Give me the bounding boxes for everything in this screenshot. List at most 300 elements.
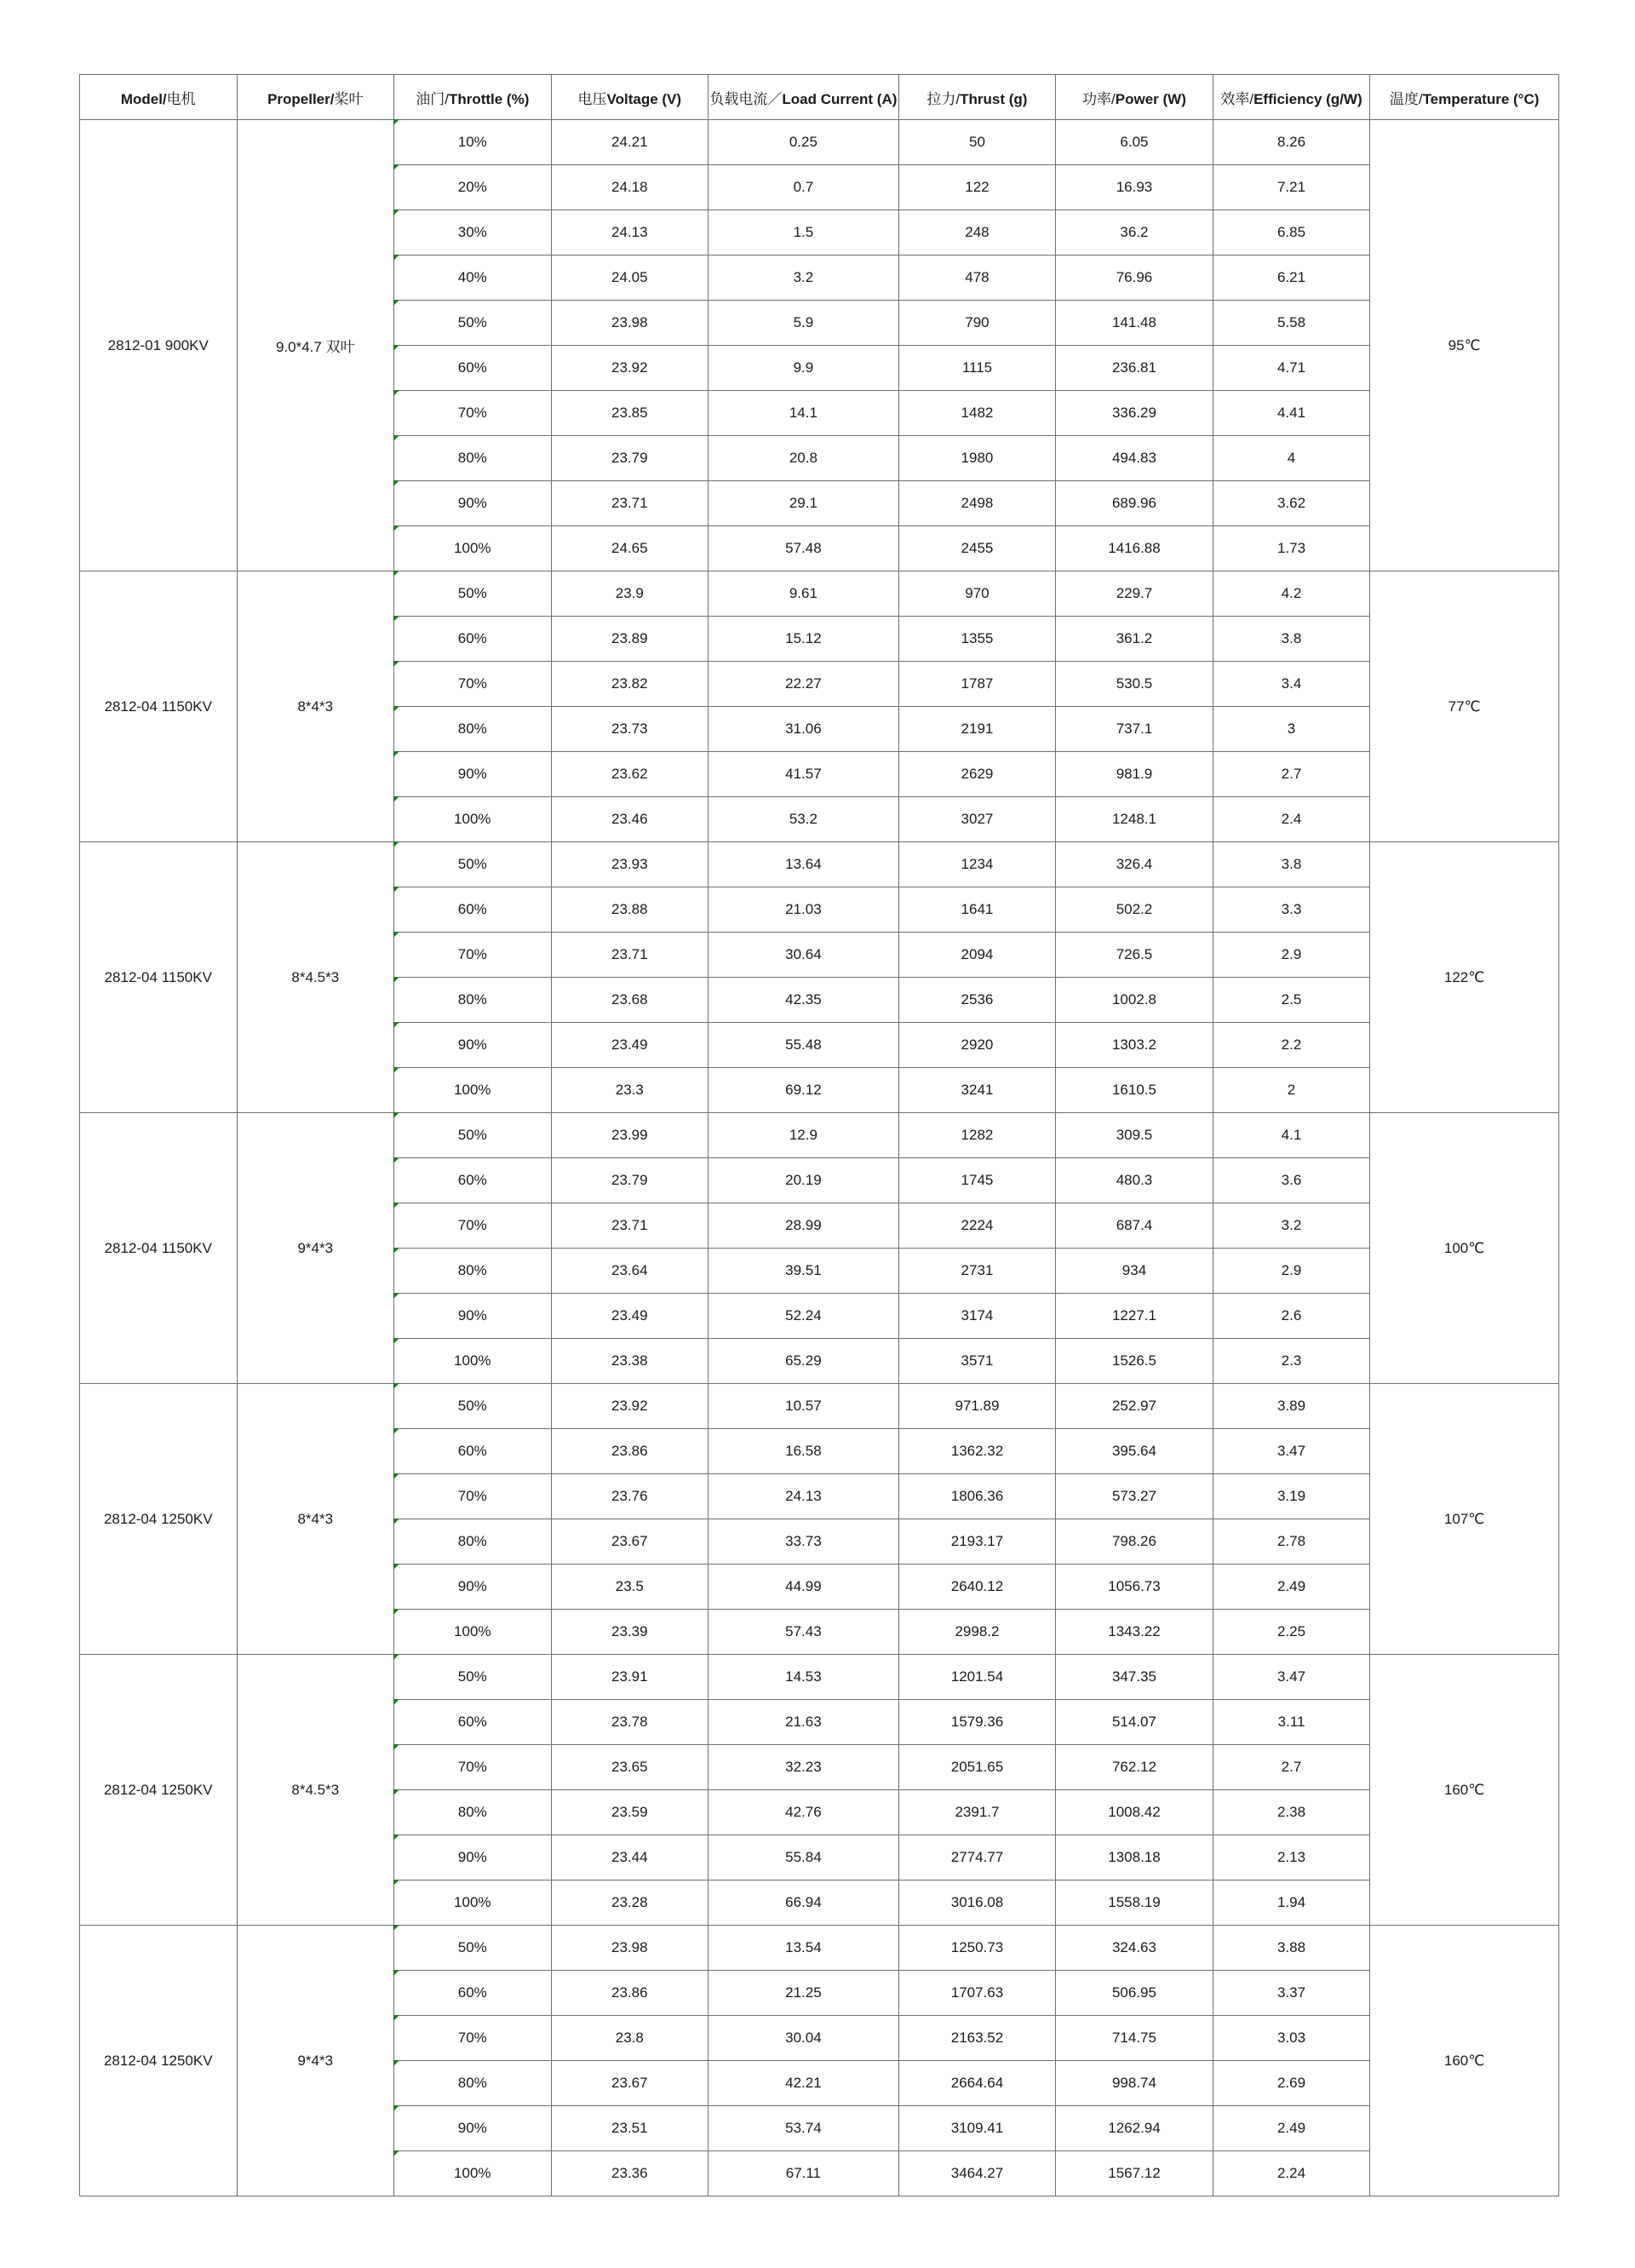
load-current-cell: 42.21	[708, 2061, 899, 2106]
efficiency-cell: 2	[1213, 1068, 1370, 1113]
efficiency-cell: 6.85	[1213, 210, 1370, 256]
throttle-cell: 100%	[394, 1339, 552, 1384]
throttle-cell: 90%	[394, 1835, 552, 1880]
efficiency-cell: 4	[1213, 436, 1370, 481]
thrust-cell: 1201.54	[898, 1655, 1056, 1700]
throttle-cell: 80%	[394, 1249, 552, 1294]
header-zh: 桨叶	[334, 90, 364, 107]
thrust-cell: 50	[898, 120, 1056, 165]
efficiency-cell: 3.47	[1213, 1429, 1370, 1474]
thrust-cell: 2455	[898, 526, 1056, 571]
efficiency-cell: 2.38	[1213, 1790, 1370, 1835]
propeller-cell: 8*4*3	[237, 1384, 394, 1655]
header-throttle	[394, 75, 552, 120]
load-current-cell: 33.73	[708, 1519, 899, 1565]
thrust-cell: 3109.41	[898, 2106, 1056, 2151]
power-cell: 16.93	[1056, 165, 1213, 210]
voltage-cell: 23.98	[551, 301, 708, 346]
load-current-cell: 1.5	[708, 210, 899, 256]
load-current-cell: 65.29	[708, 1339, 899, 1384]
thrust-cell: 2629	[898, 752, 1056, 797]
efficiency-cell: 7.21	[1213, 165, 1370, 210]
thrust-cell: 1482	[898, 391, 1056, 436]
power-cell: 1308.18	[1056, 1835, 1213, 1880]
voltage-cell: 23.92	[551, 1384, 708, 1429]
thrust-cell: 2998.2	[898, 1610, 1056, 1655]
throttle-cell: 100%	[394, 526, 552, 571]
throttle-cell: 90%	[394, 481, 552, 526]
throttle-cell: 30%	[394, 210, 552, 256]
efficiency-cell: 3	[1213, 707, 1370, 752]
header-zh: 负载电流／	[709, 90, 783, 107]
header-zh: 电压	[577, 90, 607, 107]
motor-test-table	[79, 74, 1559, 2196]
header-efficiency	[1213, 75, 1370, 120]
throttle-cell: 60%	[394, 346, 552, 391]
power-cell: 252.97	[1056, 1384, 1213, 1429]
throttle-cell: 60%	[394, 1429, 552, 1474]
voltage-cell: 23.62	[551, 752, 708, 797]
load-current-cell: 14.53	[708, 1655, 899, 1700]
load-current-cell: 0.7	[708, 165, 899, 210]
table-row	[80, 1113, 1559, 1158]
throttle-cell: 90%	[394, 1565, 552, 1610]
throttle-cell: 50%	[394, 1655, 552, 1700]
header-en: Power (W)	[1115, 90, 1186, 107]
load-current-cell: 57.43	[708, 1610, 899, 1655]
efficiency-cell: 3.19	[1213, 1474, 1370, 1519]
efficiency-cell: 3.88	[1213, 1926, 1370, 1971]
power-cell: 737.1	[1056, 707, 1213, 752]
throttle-cell: 40%	[394, 256, 552, 301]
throttle-cell: 50%	[394, 1926, 552, 1971]
thrust-cell: 790	[898, 301, 1056, 346]
voltage-cell: 23.5	[551, 1565, 708, 1610]
efficiency-cell: 6.21	[1213, 256, 1370, 301]
efficiency-cell: 2.7	[1213, 1745, 1370, 1790]
efficiency-cell: 3.6	[1213, 1158, 1370, 1203]
voltage-cell: 23.71	[551, 933, 708, 978]
header-propeller	[237, 75, 394, 120]
thrust-cell: 2498	[898, 481, 1056, 526]
power-cell: 76.96	[1056, 256, 1213, 301]
power-cell: 514.07	[1056, 1700, 1213, 1745]
load-current-cell: 66.94	[708, 1880, 899, 1926]
header-en: Voltage (V)	[606, 90, 682, 107]
load-current-cell: 52.24	[708, 1294, 899, 1339]
power-cell: 1416.88	[1056, 526, 1213, 571]
table-header	[80, 75, 1559, 120]
thrust-cell: 1980	[898, 436, 1056, 481]
power-cell: 502.2	[1056, 887, 1213, 933]
throttle-cell: 50%	[394, 1384, 552, 1429]
voltage-cell: 23.28	[551, 1880, 708, 1926]
load-current-cell: 9.9	[708, 346, 899, 391]
efficiency-cell: 3.03	[1213, 2016, 1370, 2061]
thrust-cell: 478	[898, 256, 1056, 301]
thrust-cell: 3016.08	[898, 1880, 1056, 1926]
thrust-cell: 2094	[898, 933, 1056, 978]
throttle-cell: 80%	[394, 1519, 552, 1565]
propeller-cell: 8*4.5*3	[237, 842, 394, 1113]
efficiency-cell: 3.62	[1213, 481, 1370, 526]
power-cell: 1567.12	[1056, 2151, 1213, 2196]
throttle-cell: 60%	[394, 1971, 552, 2016]
power-cell: 981.9	[1056, 752, 1213, 797]
thrust-cell: 1355	[898, 617, 1056, 662]
table-row	[80, 1655, 1559, 1700]
thrust-cell: 1641	[898, 887, 1056, 933]
header-en: Propeller/	[267, 90, 335, 107]
voltage-cell: 24.21	[551, 120, 708, 165]
voltage-cell: 23.38	[551, 1339, 708, 1384]
efficiency-cell: 2.2	[1213, 1023, 1370, 1068]
thrust-cell: 3027	[898, 797, 1056, 842]
power-cell: 141.48	[1056, 301, 1213, 346]
power-cell: 1526.5	[1056, 1339, 1213, 1384]
temperature-cell: 77℃	[1370, 571, 1559, 842]
power-cell: 1056.73	[1056, 1565, 1213, 1610]
throttle-cell: 60%	[394, 1158, 552, 1203]
voltage-cell: 23.65	[551, 1745, 708, 1790]
header-zh: 油门/	[416, 90, 449, 107]
efficiency-cell: 2.4	[1213, 797, 1370, 842]
power-cell: 1008.42	[1056, 1790, 1213, 1835]
voltage-cell: 23.8	[551, 2016, 708, 2061]
thrust-cell: 1806.36	[898, 1474, 1056, 1519]
thrust-cell: 122	[898, 165, 1056, 210]
load-current-cell: 44.99	[708, 1565, 899, 1610]
thrust-cell: 3571	[898, 1339, 1056, 1384]
table-row	[80, 842, 1559, 887]
power-cell: 1610.5	[1056, 1068, 1213, 1113]
power-cell: 236.81	[1056, 346, 1213, 391]
thrust-cell: 1745	[898, 1158, 1056, 1203]
load-current-cell: 30.04	[708, 2016, 899, 2061]
load-current-cell: 13.54	[708, 1926, 899, 1971]
propeller-cell: 9.0*4.7 双叶	[237, 120, 394, 571]
efficiency-cell: 2.6	[1213, 1294, 1370, 1339]
thrust-cell: 248	[898, 210, 1056, 256]
voltage-cell: 23.91	[551, 1655, 708, 1700]
thrust-cell: 3241	[898, 1068, 1056, 1113]
power-cell: 573.27	[1056, 1474, 1213, 1519]
voltage-cell: 24.13	[551, 210, 708, 256]
throttle-cell: 50%	[394, 571, 552, 617]
header-en: Efficiency (g/W)	[1254, 90, 1362, 107]
thrust-cell: 2536	[898, 978, 1056, 1023]
load-current-cell: 10.57	[708, 1384, 899, 1429]
power-cell: 726.5	[1056, 933, 1213, 978]
propeller-cell: 8*4*3	[237, 571, 394, 842]
load-current-cell: 21.03	[708, 887, 899, 933]
voltage-cell: 23.71	[551, 1203, 708, 1249]
throttle-cell: 20%	[394, 165, 552, 210]
efficiency-cell: 1.73	[1213, 526, 1370, 571]
throttle-cell: 50%	[394, 301, 552, 346]
throttle-cell: 70%	[394, 662, 552, 707]
voltage-cell: 23.9	[551, 571, 708, 617]
power-cell: 1558.19	[1056, 1880, 1213, 1926]
voltage-cell: 24.05	[551, 256, 708, 301]
load-current-cell: 30.64	[708, 933, 899, 978]
efficiency-cell: 4.2	[1213, 571, 1370, 617]
thrust-cell: 1707.63	[898, 1971, 1056, 2016]
header-model	[80, 75, 238, 120]
efficiency-cell: 3.2	[1213, 1203, 1370, 1249]
throttle-cell: 100%	[394, 1068, 552, 1113]
throttle-cell: 90%	[394, 1023, 552, 1068]
voltage-cell: 23.64	[551, 1249, 708, 1294]
load-current-cell: 20.8	[708, 436, 899, 481]
voltage-cell: 24.65	[551, 526, 708, 571]
model-cell: 2812-04 1250KV	[80, 1655, 238, 1926]
throttle-cell: 50%	[394, 1113, 552, 1158]
load-current-cell: 32.23	[708, 1745, 899, 1790]
power-cell: 36.2	[1056, 210, 1213, 256]
header-zh: 拉力/	[926, 90, 961, 107]
voltage-cell: 23.92	[551, 346, 708, 391]
thrust-cell: 2051.65	[898, 1745, 1056, 1790]
load-current-cell: 53.2	[708, 797, 899, 842]
power-cell: 395.64	[1056, 1429, 1213, 1474]
load-current-cell: 42.76	[708, 1790, 899, 1835]
power-cell: 6.05	[1056, 120, 1213, 165]
temperature-cell: 160℃	[1370, 1655, 1559, 1926]
power-cell: 506.95	[1056, 1971, 1213, 2016]
throttle-cell: 60%	[394, 617, 552, 662]
power-cell: 530.5	[1056, 662, 1213, 707]
header-zh: 电机	[166, 90, 196, 107]
efficiency-cell: 3.89	[1213, 1384, 1370, 1429]
power-cell: 480.3	[1056, 1158, 1213, 1203]
efficiency-cell: 3.4	[1213, 662, 1370, 707]
throttle-cell: 80%	[394, 707, 552, 752]
efficiency-cell: 1.94	[1213, 1880, 1370, 1926]
power-cell: 1248.1	[1056, 797, 1213, 842]
header-en: Throttle (%)	[448, 90, 530, 107]
propeller-cell: 9*4*3	[237, 1926, 394, 2196]
voltage-cell: 23.36	[551, 2151, 708, 2196]
thrust-cell: 1250.73	[898, 1926, 1056, 1971]
efficiency-cell: 4.1	[1213, 1113, 1370, 1158]
voltage-cell: 23.78	[551, 1700, 708, 1745]
load-current-cell: 15.12	[708, 617, 899, 662]
thrust-cell: 3464.27	[898, 2151, 1056, 2196]
voltage-cell: 23.88	[551, 887, 708, 933]
propeller-cell: 8*4.5*3	[237, 1655, 394, 1926]
header-zh: 功率/	[1082, 90, 1116, 107]
load-current-cell: 41.57	[708, 752, 899, 797]
throttle-cell: 70%	[394, 1203, 552, 1249]
throttle-cell: 50%	[394, 842, 552, 887]
voltage-cell: 23.79	[551, 1158, 708, 1203]
voltage-cell: 23.93	[551, 842, 708, 887]
header-load-current	[708, 75, 899, 120]
efficiency-cell: 2.25	[1213, 1610, 1370, 1655]
efficiency-cell: 2.5	[1213, 978, 1370, 1023]
thrust-cell: 1282	[898, 1113, 1056, 1158]
load-current-cell: 22.27	[708, 662, 899, 707]
voltage-cell: 23.67	[551, 1519, 708, 1565]
load-current-cell: 55.84	[708, 1835, 899, 1880]
load-current-cell: 24.13	[708, 1474, 899, 1519]
throttle-cell: 90%	[394, 1294, 552, 1339]
throttle-cell: 100%	[394, 2151, 552, 2196]
voltage-cell: 23.73	[551, 707, 708, 752]
load-current-cell: 29.1	[708, 481, 899, 526]
temperature-cell: 100℃	[1370, 1113, 1559, 1384]
temperature-cell: 160℃	[1370, 1926, 1559, 2196]
power-cell: 762.12	[1056, 1745, 1213, 1790]
power-cell: 1002.8	[1056, 978, 1213, 1023]
voltage-cell: 23.98	[551, 1926, 708, 1971]
thrust-cell: 2640.12	[898, 1565, 1056, 1610]
throttle-cell: 80%	[394, 2061, 552, 2106]
voltage-cell: 23.99	[551, 1113, 708, 1158]
header-temperature	[1370, 75, 1559, 120]
load-current-cell: 13.64	[708, 842, 899, 887]
throttle-cell: 100%	[394, 1610, 552, 1655]
voltage-cell: 23.39	[551, 1610, 708, 1655]
load-current-cell: 28.99	[708, 1203, 899, 1249]
throttle-cell: 100%	[394, 797, 552, 842]
table-row	[80, 571, 1559, 617]
load-current-cell: 3.2	[708, 256, 899, 301]
header-en: Thrust (g)	[960, 90, 1028, 107]
throttle-cell: 80%	[394, 436, 552, 481]
model-cell: 2812-04 1150KV	[80, 842, 238, 1113]
voltage-cell: 23.68	[551, 978, 708, 1023]
efficiency-cell: 2.13	[1213, 1835, 1370, 1880]
voltage-cell: 23.86	[551, 1429, 708, 1474]
header-zh: 效率/	[1220, 90, 1254, 107]
power-cell: 798.26	[1056, 1519, 1213, 1565]
header-voltage	[551, 75, 708, 120]
throttle-cell: 90%	[394, 2106, 552, 2151]
throttle-cell: 10%	[394, 120, 552, 165]
voltage-cell: 23.59	[551, 1790, 708, 1835]
efficiency-cell: 3.3	[1213, 887, 1370, 933]
voltage-cell: 23.67	[551, 2061, 708, 2106]
load-current-cell: 53.74	[708, 2106, 899, 2151]
power-cell: 714.75	[1056, 2016, 1213, 2061]
throttle-cell: 70%	[394, 2016, 552, 2061]
power-cell: 1303.2	[1056, 1023, 1213, 1068]
efficiency-cell: 2.3	[1213, 1339, 1370, 1384]
load-current-cell: 31.06	[708, 707, 899, 752]
voltage-cell: 23.46	[551, 797, 708, 842]
load-current-cell: 57.48	[708, 526, 899, 571]
power-cell: 361.2	[1056, 617, 1213, 662]
table-row	[80, 120, 1559, 165]
thrust-cell: 2731	[898, 1249, 1056, 1294]
efficiency-cell: 2.49	[1213, 1565, 1370, 1610]
power-cell: 336.29	[1056, 391, 1213, 436]
model-cell: 2812-04 1150KV	[80, 571, 238, 842]
efficiency-cell: 2.78	[1213, 1519, 1370, 1565]
power-cell: 229.7	[1056, 571, 1213, 617]
temperature-cell: 107℃	[1370, 1384, 1559, 1655]
table-body	[80, 120, 1559, 2196]
voltage-cell: 23.82	[551, 662, 708, 707]
efficiency-cell: 4.41	[1213, 391, 1370, 436]
throttle-cell: 80%	[394, 1790, 552, 1835]
table-row	[80, 1384, 1559, 1429]
voltage-cell: 23.44	[551, 1835, 708, 1880]
thrust-cell: 2391.7	[898, 1790, 1056, 1835]
thrust-cell: 2193.17	[898, 1519, 1056, 1565]
efficiency-cell: 2.69	[1213, 2061, 1370, 2106]
efficiency-cell: 8.26	[1213, 120, 1370, 165]
load-current-cell: 39.51	[708, 1249, 899, 1294]
power-cell: 309.5	[1056, 1113, 1213, 1158]
model-cell: 2812-04 1250KV	[80, 1384, 238, 1655]
power-cell: 1343.22	[1056, 1610, 1213, 1655]
header-en: Model/	[120, 90, 167, 107]
efficiency-cell: 5.58	[1213, 301, 1370, 346]
thrust-cell: 2163.52	[898, 2016, 1056, 2061]
load-current-cell: 42.35	[708, 978, 899, 1023]
load-current-cell: 0.25	[708, 120, 899, 165]
voltage-cell: 23.51	[551, 2106, 708, 2151]
efficiency-cell: 2.7	[1213, 752, 1370, 797]
load-current-cell: 9.61	[708, 571, 899, 617]
voltage-cell: 23.76	[551, 1474, 708, 1519]
header-zh: 温度/	[1389, 90, 1423, 107]
power-cell: 324.63	[1056, 1926, 1213, 1971]
load-current-cell: 16.58	[708, 1429, 899, 1474]
thrust-cell: 3174	[898, 1294, 1056, 1339]
thrust-cell: 1579.36	[898, 1700, 1056, 1745]
thrust-cell: 1362.32	[898, 1429, 1056, 1474]
voltage-cell: 23.49	[551, 1023, 708, 1068]
model-cell: 2812-04 1250KV	[80, 1926, 238, 2196]
model-cell: 2812-04 1150KV	[80, 1113, 238, 1384]
power-cell: 1227.1	[1056, 1294, 1213, 1339]
load-current-cell: 21.63	[708, 1700, 899, 1745]
throttle-cell: 70%	[394, 1745, 552, 1790]
power-cell: 998.74	[1056, 2061, 1213, 2106]
efficiency-cell: 3.8	[1213, 617, 1370, 662]
efficiency-cell: 2.9	[1213, 1249, 1370, 1294]
load-current-cell: 14.1	[708, 391, 899, 436]
thrust-cell: 1115	[898, 346, 1056, 391]
header-en: Temperature (°C)	[1422, 90, 1540, 107]
efficiency-cell: 3.8	[1213, 842, 1370, 887]
voltage-cell: 23.89	[551, 617, 708, 662]
voltage-cell: 23.49	[551, 1294, 708, 1339]
voltage-cell: 23.86	[551, 1971, 708, 2016]
throttle-cell: 60%	[394, 887, 552, 933]
throttle-cell: 90%	[394, 752, 552, 797]
thrust-cell: 2664.64	[898, 2061, 1056, 2106]
efficiency-cell: 3.47	[1213, 1655, 1370, 1700]
voltage-cell: 23.3	[551, 1068, 708, 1113]
power-cell: 689.96	[1056, 481, 1213, 526]
thrust-cell: 971.89	[898, 1384, 1056, 1429]
load-current-cell: 21.25	[708, 1971, 899, 2016]
efficiency-cell: 3.37	[1213, 1971, 1370, 2016]
power-cell: 1262.94	[1056, 2106, 1213, 2151]
thrust-cell: 1787	[898, 662, 1056, 707]
efficiency-cell: 2.24	[1213, 2151, 1370, 2196]
power-cell: 347.35	[1056, 1655, 1213, 1700]
load-current-cell: 67.11	[708, 2151, 899, 2196]
power-cell: 326.4	[1056, 842, 1213, 887]
efficiency-cell: 2.49	[1213, 2106, 1370, 2151]
header-power	[1056, 75, 1213, 120]
